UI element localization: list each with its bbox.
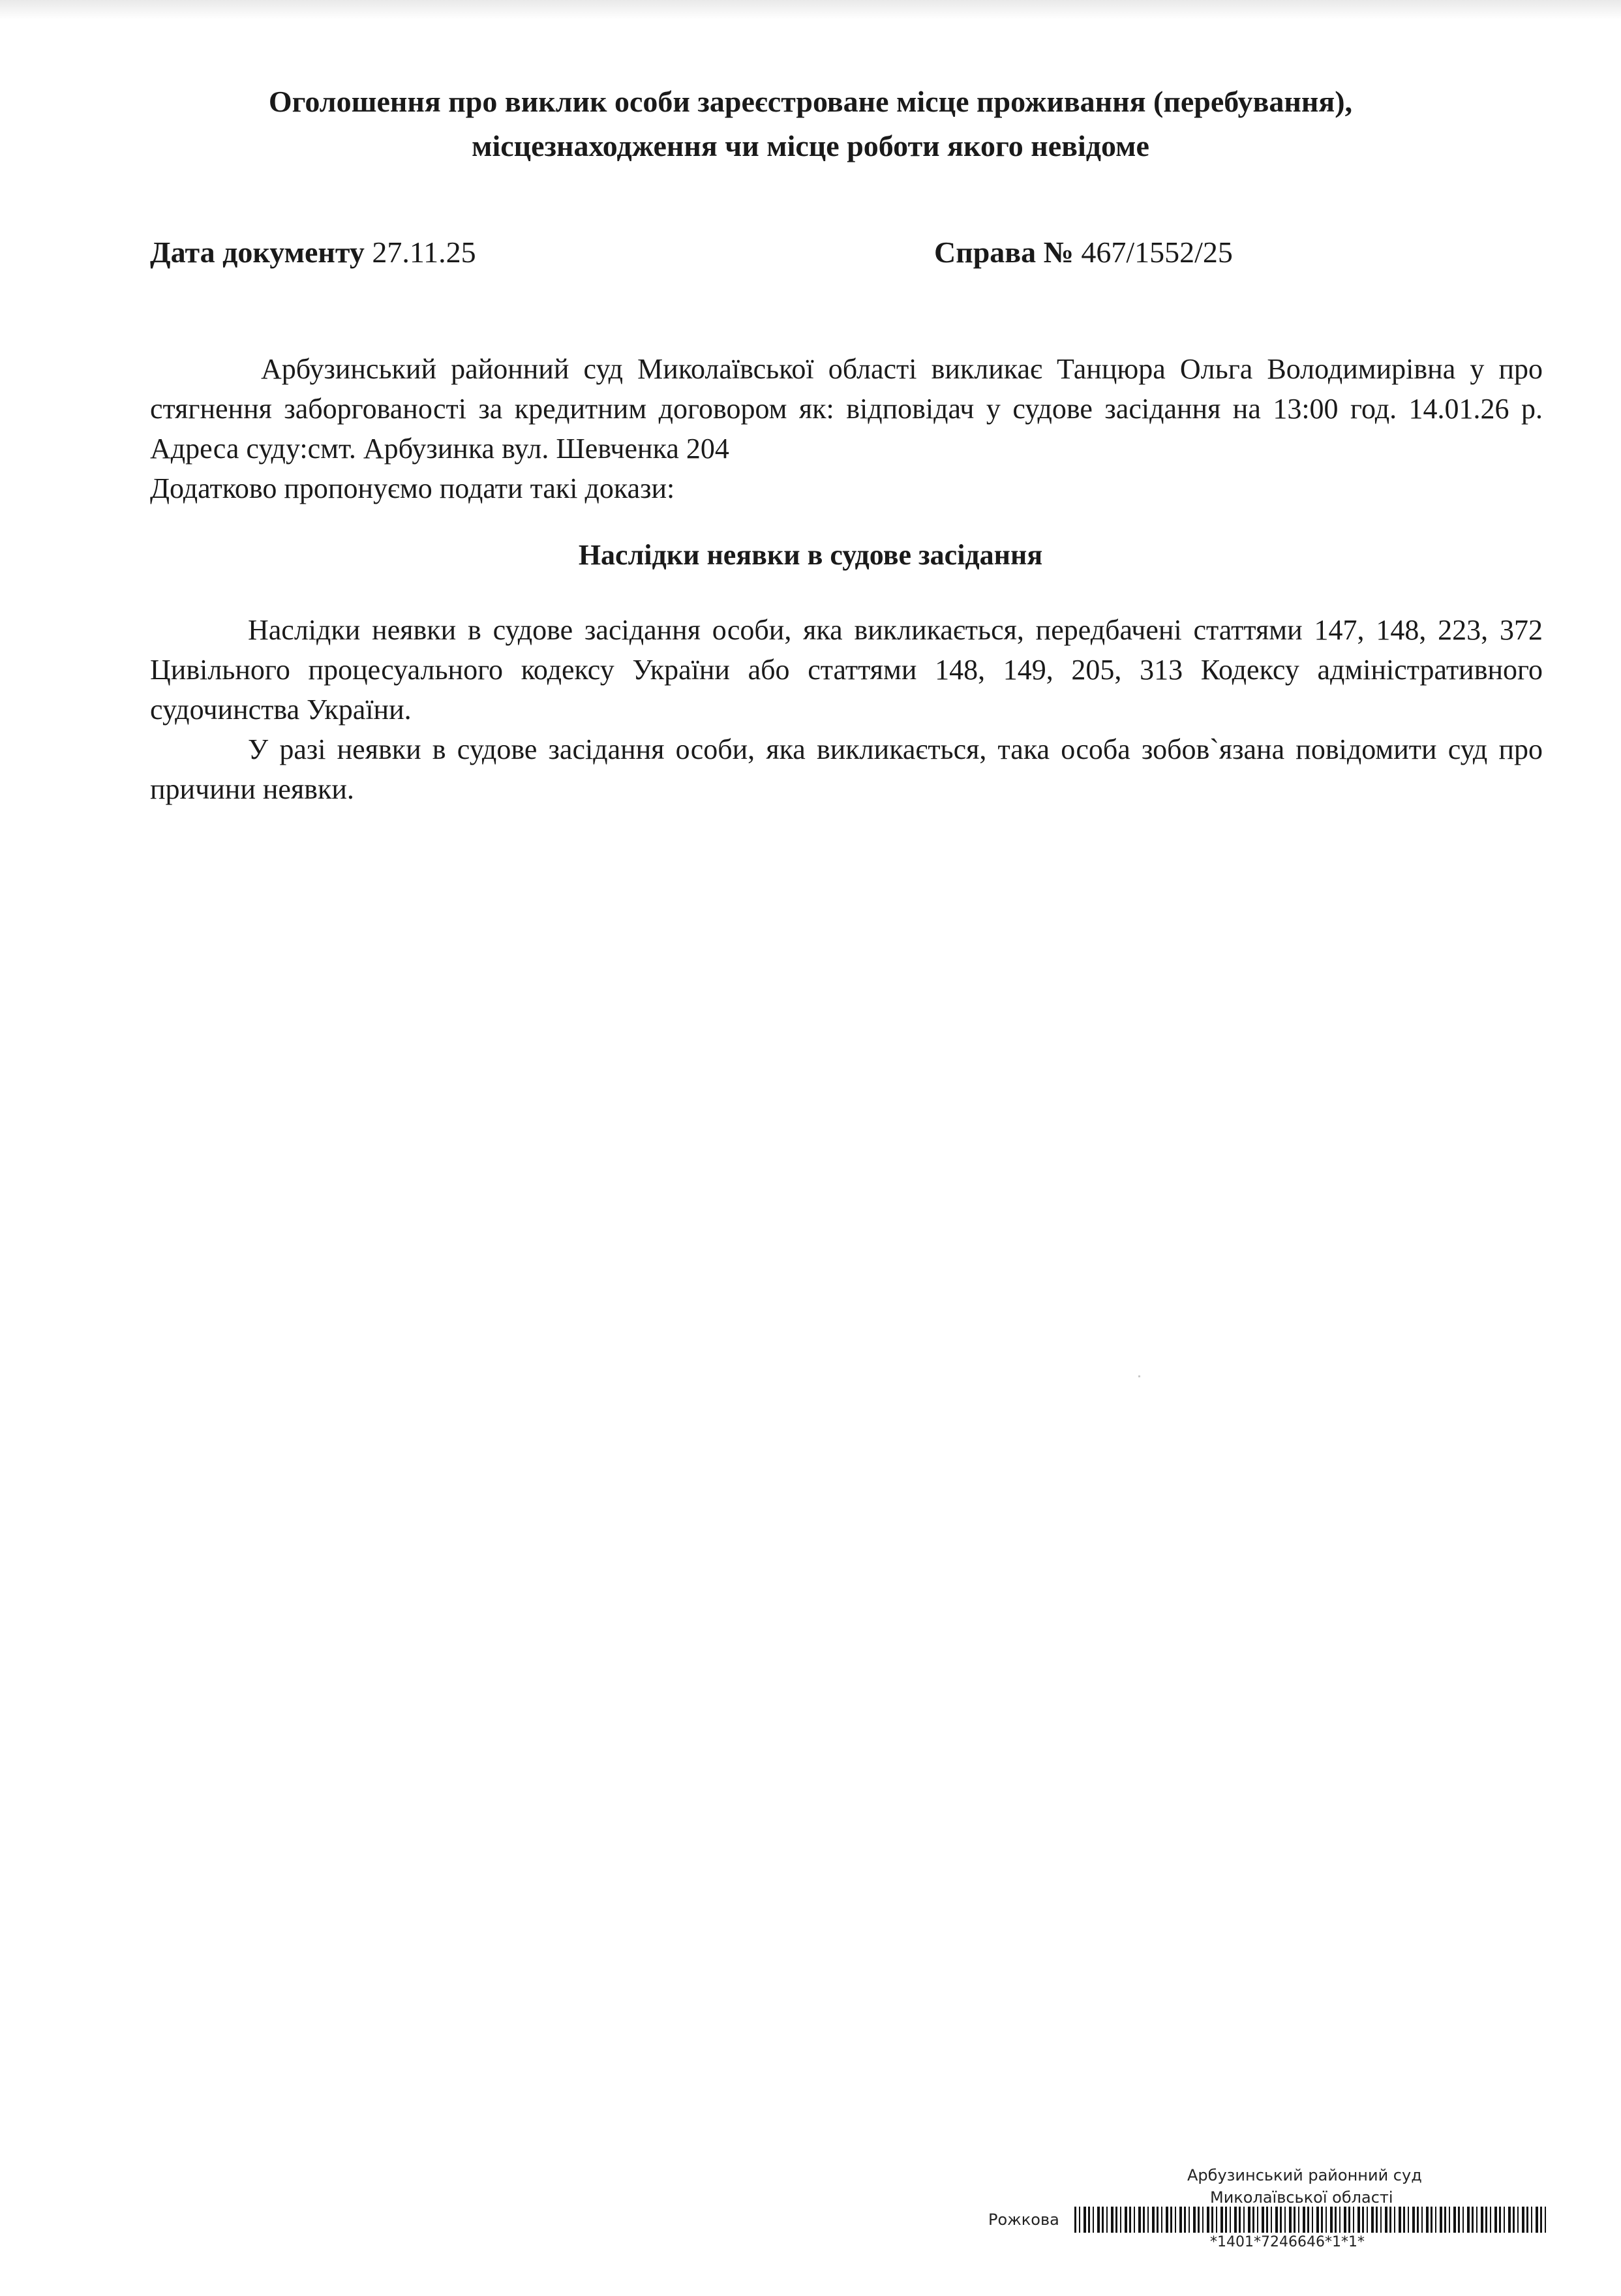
clerk-name: Рожкова <box>988 2211 1059 2229</box>
evidence-request: Додатково пропонуємо подати такі докази: <box>150 472 675 504</box>
case-label: Справа № <box>934 236 1074 269</box>
stamp-court-region: Миколаївської області <box>1210 2188 1393 2207</box>
scan-dot <box>1138 1375 1140 1377</box>
scan-edge <box>0 0 1621 20</box>
date-label: Дата документу <box>150 236 365 269</box>
notification-paragraph: У разі неявки в судове засідання особи, яка викликається, така особа зобов`язана повідомити суд про причини неявки. <box>150 733 1543 805</box>
stamp-court-name: Арбузинський районний суд <box>1187 2166 1422 2184</box>
consequences-heading: Наслідки неявки в судове засідання <box>578 539 1043 571</box>
barcode-image <box>1074 2207 1549 2233</box>
consequences-paragraph: Наслідки неявки в судове засідання особи, яка викликається, передбачені статтями 147, 148, 223, 372 Цивільного процесуального кодексу України або статтями 148, 149, 205, 313 Кодексу адміністративного судочинства України. <box>150 614 1543 726</box>
case-number <box>934 235 1233 269</box>
date-value: 27.11.25 <box>372 236 476 269</box>
document-title <box>150 80 1471 168</box>
barcode-number: *1401*7246646*1*1* <box>1210 2234 1365 2250</box>
summons-paragraph <box>150 349 1543 508</box>
case-value: 467/1552/25 <box>1081 236 1233 269</box>
summons-text: Арбузинський районний суд Миколаївської області викликає Танцюра Ольга Володимирівна у про стягнення заборгованості за кредитним договором як: відповідач у судове засідання на 13:00 год. 14.01.26 р. Адреса суду:смт. Арбузинка вул. Шевченка 204 <box>150 353 1543 465</box>
consequences-section <box>150 610 1543 809</box>
title-line-1: Оголошення про виклик особи зареєстроване місце проживання (перебування), <box>268 85 1353 118</box>
title-line-2: місцезнаходження чи місце роботи якого невідоме <box>472 129 1149 162</box>
document-date <box>150 235 476 269</box>
